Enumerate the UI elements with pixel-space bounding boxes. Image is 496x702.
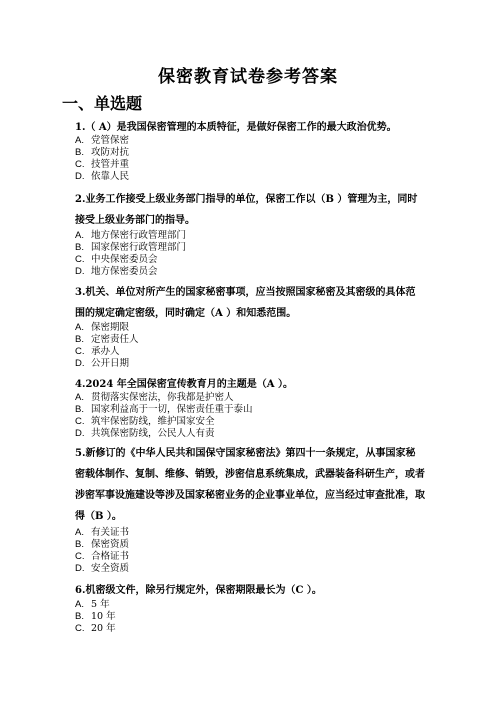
option-letter: B. [75,147,84,158]
option-text: 20 年 [91,623,116,634]
option-4b [75,404,253,416]
option-text: 地方保密行政管理部门 [91,230,187,241]
option-letter: B. [75,539,84,550]
option-letter: A. [75,599,84,610]
option-text: 贯彻落实保密法，你我都是护密人 [91,392,234,403]
option-letter: D. [75,171,85,182]
option-text: 国家利益高于一切，保密责任重于泰山 [91,404,253,415]
option-text: 5 年 [91,599,110,610]
question-1: 1.（ A）是我国保密管理的本质特征，是做好保密工作的最大政治优势。 [75,122,397,133]
option-text: 国家保密行政管理部门 [91,242,187,253]
option-text: 党管保密 [91,135,130,146]
option-text: 依靠人民 [91,171,130,182]
option-3d [75,358,129,370]
option-4d [75,428,215,440]
section-heading: 一、单选题 [62,94,143,113]
option-text: 保密资质 [91,539,130,550]
option-text: 中央保密委员会 [91,254,158,265]
option-letter: D. [75,428,85,439]
option-text: 合格证书 [91,551,130,562]
option-text: 筑牢保密防线，维护国家安全 [91,416,215,427]
option-3c [75,346,120,358]
option-text: 公开日期 [91,358,130,369]
question-3: 3.机关、单位对所产生的国家秘密事项，应当按照国家秘密及其密级的具体范围的规定确定密级，同时确定（A ）和知悉范围。 [75,287,416,319]
option-letter: C. [75,551,85,562]
option-letter: A. [75,527,84,538]
option-letter: D. [75,358,85,369]
option-2a [75,230,186,242]
option-letter: A. [75,392,84,403]
option-letter: A. [75,322,84,333]
option-letter: C. [75,346,85,357]
option-2d [75,266,158,278]
page-title: 保密教育试卷参考答案 [158,67,338,87]
option-2b [75,242,186,254]
option-letter: A. [75,135,84,146]
option-5a [75,527,129,539]
option-letter: B. [75,334,84,345]
option-letter: B. [75,611,84,622]
option-letter: B. [75,404,84,415]
option-letter: A. [75,230,84,241]
option-text: 安全资质 [91,563,130,574]
option-letter: C. [75,623,85,634]
option-text: 保密期限 [91,322,130,333]
option-letter: C. [75,416,85,427]
option-1d [75,171,129,183]
option-6a [75,599,110,611]
option-text: 定密责任人 [91,334,139,345]
option-1a [75,135,129,147]
option-4c [75,416,215,428]
option-6c [75,623,116,635]
question-5: 5.新修订的《中华人民共和国保守国家秘密法》第四十一条规定，从事国家秘密载体制作、复制、维修、销毁，涉密信息系统集成，武器装备科研生产，或者涉密军事设施建设等涉及国家秘密业务的企业事业单位，应当经过审查批准，取得（B ）。 [75,448,425,522]
question-6: 6.机密级文件，除另行规定外，保密期限最长为（C ）。 [75,585,322,596]
option-1c [75,159,129,171]
option-text: 技管并重 [91,159,130,170]
option-letter: B. [75,242,84,253]
option-6b [75,611,116,623]
option-5b [75,539,129,551]
question-4: 4.2024 年全国保密宣传教育月的主题是（A ）。 [75,379,293,390]
option-letter: D. [75,266,85,277]
option-2c [75,254,158,266]
option-letter: C. [75,159,85,170]
option-1b [75,147,129,159]
option-letter: C. [75,254,85,265]
option-5d [75,563,129,575]
option-3a [75,322,129,334]
option-text: 地方保密委员会 [91,266,158,277]
question-2: 2.业务工作接受上级业务部门指导的单位，保密工作以（B ）管理为主，同时接受上级业务部门的指导。 [75,194,418,226]
option-4a [75,392,234,404]
option-text: 有关证书 [91,527,130,538]
option-text: 10 年 [91,611,116,622]
option-letter: D. [75,563,85,574]
option-3b [75,334,139,346]
option-5c [75,551,129,563]
option-text: 承办人 [91,346,120,357]
option-text: 共筑保密防线，公民人人有责 [91,428,215,439]
option-text: 攻防对抗 [91,147,130,158]
